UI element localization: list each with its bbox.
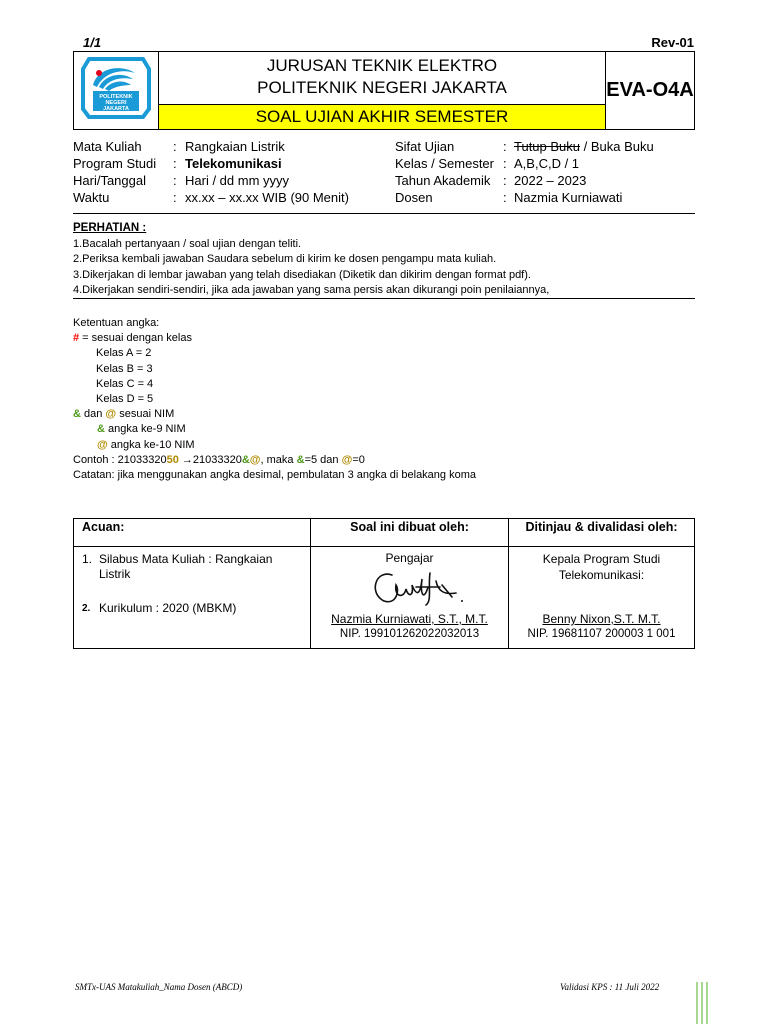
reviewer-name: Benny Nixon,S.T. M.T. <box>542 612 661 626</box>
info-value <box>514 138 654 155</box>
class-rule <box>73 331 476 346</box>
reference-num: 1. <box>82 552 93 566</box>
info-label: Kelas / Semester <box>395 156 494 171</box>
info-value: xx.xx – xx.xx WIB (90 Menit) <box>185 190 349 205</box>
nim-sesuai: sesuai NIM <box>116 408 175 421</box>
author-header: Soal ini dibuat oleh: <box>311 519 509 547</box>
example-line <box>73 453 476 468</box>
example-amp-val: =5 dan <box>304 453 342 466</box>
at-symbol: @ <box>97 438 108 451</box>
bar <box>701 982 703 1024</box>
info-colon: : <box>173 156 177 171</box>
attention-item: 1.Bacalah pertanyaan / soal ujian dengan teliti. <box>73 237 302 250</box>
at-symbol: @ <box>105 408 117 421</box>
form-code: EVA-O4A <box>606 52 695 130</box>
bar <box>706 982 708 1024</box>
author-name: Nazmia Kurniawati, S.T., M.T. <box>331 612 488 626</box>
info-value: Rangkaian Listrik <box>185 139 285 154</box>
info-colon: : <box>173 139 177 154</box>
page-number: 1/1 <box>83 35 102 50</box>
amp-symbol: & <box>73 408 81 421</box>
signoff-table <box>73 518 695 649</box>
reference-text: Kurikulum : 2020 (MBKM) <box>99 601 237 615</box>
pnj-logo-icon <box>79 55 153 121</box>
reference-text: Listrik <box>99 567 131 581</box>
author-cell <box>311 547 509 649</box>
hash-symbol: # <box>73 332 80 345</box>
info-label: Waktu <box>73 190 110 205</box>
info-label: Mata Kuliah <box>73 139 142 154</box>
class-value: Kelas B = 3 <box>96 362 153 375</box>
rules-title: Ketentuan angka: <box>73 317 160 329</box>
reviewer-header: Ditinjau & divalidasi oleh: <box>509 519 695 547</box>
institution-title: POLITEKNIK NEGERI JAKARTA <box>257 78 507 97</box>
attention-item: 4.Dikerjakan sendiri-sendiri, jika ada jawaban yang sama persis akan dikurangi poin penilaiannya, <box>73 284 550 296</box>
amp-symbol: & <box>97 423 105 436</box>
info-value: Telekomunikasi <box>185 156 282 171</box>
info-label: Hari/Tanggal <box>73 173 146 188</box>
info-colon: : <box>503 190 507 205</box>
author-role: Pengajar <box>385 551 434 565</box>
reference-item <box>99 552 272 582</box>
info-label: Program Studi <box>73 156 157 171</box>
at-rule <box>73 438 476 453</box>
svg-text:NEGERI: NEGERI <box>105 100 127 106</box>
author-nip: NIP. 199101262022032013 <box>339 628 480 640</box>
bar <box>696 982 698 1024</box>
reviewer-role-line: Kepala Program Studi <box>542 552 661 566</box>
info-label: Dosen <box>395 190 433 205</box>
department-title: JURUSAN TEKNIK ELEKTRO <box>266 56 498 75</box>
divider <box>73 298 695 299</box>
struck-option: Tutup Buku <box>514 139 581 154</box>
amp-symbol: & <box>296 453 305 466</box>
author-name-wrap <box>311 612 508 626</box>
info-value: Nazmia Kurniawati <box>514 190 623 205</box>
logo-cell <box>74 52 159 130</box>
reference-text: Silabus Mata Kuliah : Rangkaian <box>99 552 273 566</box>
reviewer-role-line: Telekomunikasi: <box>558 568 645 582</box>
info-value: 2022 – 2023 <box>514 173 587 188</box>
reviewer-role <box>509 551 694 583</box>
example-prefix: Contoh : 21033320 <box>73 453 167 466</box>
reviewer-nip: NIP. 19681107 200003 1 001 <box>527 628 676 640</box>
decorative-bars <box>696 982 710 1024</box>
class-value: Kelas D = 5 <box>96 393 154 406</box>
at-symbol: @ <box>341 453 353 466</box>
info-colon: : <box>173 190 177 205</box>
info-colon: : <box>503 173 507 188</box>
class-value: Kelas A = 2 <box>96 347 152 360</box>
svg-text:POLITEKNIK: POLITEKNIK <box>99 94 133 100</box>
attention-notes <box>73 221 549 299</box>
amp-desc: angka ke-9 NIM <box>104 423 186 436</box>
class-value: Kelas C = 4 <box>96 377 154 390</box>
attention-heading: PERHATIAN : <box>73 222 147 234</box>
svg-text:JAKARTA: JAKARTA <box>103 106 129 112</box>
example-digits: 50 <box>166 453 179 466</box>
info-value: A,B,C,D / 1 <box>514 156 580 171</box>
amp-symbol: & <box>241 453 250 466</box>
example-at-val: =0 <box>352 453 365 466</box>
amp-rule <box>73 422 476 437</box>
at-symbol: @ <box>249 453 261 466</box>
reviewer-name-wrap <box>509 612 694 626</box>
info-value: Hari / dd mm yyyy <box>185 173 290 188</box>
example-arrow: →21033320 <box>178 453 242 466</box>
rules-note: Catatan: jika menggunakan angka desimal, pembulatan 3 angka di belakang koma <box>73 469 476 482</box>
header-table <box>73 51 695 130</box>
exam-title-banner: SOAL UJIAN AKHIR SEMESTER <box>159 104 605 129</box>
nim-dan: dan <box>80 408 106 421</box>
revision-label: Rev-01 <box>651 35 694 50</box>
footer-validation: Validasi KPS : 11 Juli 2022 <box>560 982 660 992</box>
attention-item: 3.Dikerjakan di lembar jawaban yang telah disediakan (Diketik dan dikirim dengan format pdf). <box>73 268 531 281</box>
nim-rule <box>73 407 476 422</box>
references-header: Acuan: <box>74 519 311 547</box>
at-desc: angka ke-10 NIM <box>107 438 195 451</box>
selected-option: / Buka Buku <box>580 139 654 154</box>
info-colon: : <box>503 139 507 154</box>
info-label: Sifat Ujian <box>395 139 455 154</box>
reference-num: 2. <box>82 603 91 614</box>
attention-item: 2.Periksa kembali jawaban Saudara sebelum di kirim ke dosen pengampu mata kuliah. <box>73 253 497 265</box>
footer-filename: SMTx-UAS Matakuliah_Nama Dosen (ABCD) <box>75 982 243 992</box>
institution-cell <box>159 52 606 130</box>
reviewer-cell <box>509 547 695 649</box>
info-label: Tahun Akademik <box>395 173 491 188</box>
info-colon: : <box>503 156 507 171</box>
info-colon: : <box>173 173 177 188</box>
author-signature-icon <box>366 567 466 607</box>
number-rules <box>73 316 476 483</box>
hash-text: = sesuai dengan kelas <box>79 332 192 345</box>
example-maka: , maka <box>260 453 297 466</box>
references-cell <box>74 547 311 649</box>
divider <box>73 213 695 214</box>
